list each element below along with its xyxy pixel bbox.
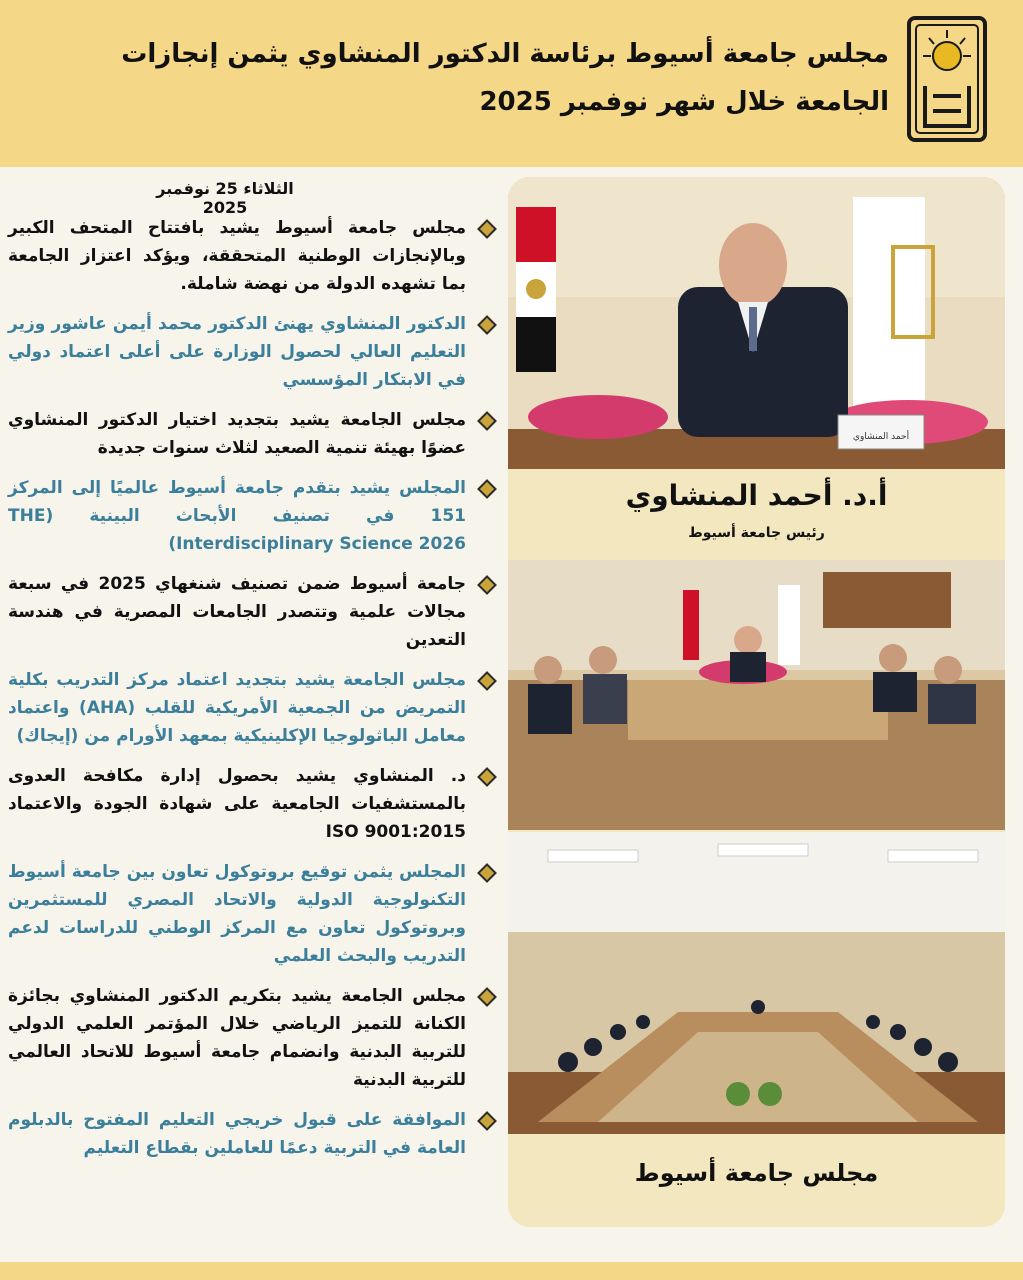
news-list: [8, 214, 498, 1174]
news-item: المجلس يشيد بتقدم جامعة أسيوط عالميًا إلى المركز 151 في تصنيف الأبحاث البينية (THE Interdisciplinary Science 2026): [8, 474, 498, 558]
news-item: د. المنشاوي يشيد بحصول إدارة مكافحة العدوى بالمستشفيات الجامعية على شهادة الجودة والاعتماد ISO 9001:2015: [8, 762, 498, 846]
council-meeting-photo: [508, 560, 1005, 830]
photo-panel: [508, 177, 1005, 1227]
president-role: رئيس جامعة أسيوط: [688, 525, 825, 541]
publish-date: الثلاثاء 25 نوفمبر 2025: [156, 179, 294, 217]
council-hall-photo: [508, 832, 1005, 1134]
news-item: جامعة أسيوط ضمن تصنيف شنغهاي 2025 في سبعة مجالات علمية وتتصدر الجامعات المصرية في هندسة التعدين: [8, 570, 498, 654]
news-item: مجلس الجامعة يشيد بتجديد اختيار الدكتور المنشاوي عضوًا بهيئة تنمية الصعيد لثلاث سنوات جديدة: [8, 406, 498, 462]
president-name: أ.د. أحمد المنشاوي: [625, 479, 888, 512]
president-photo-illustration: [508, 177, 1005, 469]
news-item: الموافقة على قبول خريجي التعليم المفتوح بالدبلوم العامة في التربية دعمًا للعاملين بقطاع التعليم: [8, 1106, 498, 1162]
footer-bar: [0, 1262, 1023, 1280]
president-photo: [508, 177, 1005, 469]
nameplate-text: أحمد المنشاوي: [852, 432, 910, 442]
news-item: مجلس الجامعة يشيد بتكريم الدكتور المنشاوي بجائزة الكنانة للتميز الرياضي خلال المؤتمر العلمي الدولي للتربية البدنية وانضمام جامعة أسيوط للاتحاد العالمي للتربية البدنية: [8, 982, 498, 1094]
page-title: مجلس جامعة أسيوط برئاسة الدكتور المنشاوي يثمن إنجازات الجامعة خلال شهر نوفمبر 2025: [121, 39, 889, 117]
news-item: مجلس جامعة أسيوط يشيد بافتتاح المتحف الكبير وبالإنجازات الوطنية المتحققة، ويؤكد اعتزاز الجامعة بما تشهده الدولة من نهضة شاملة.: [8, 214, 498, 298]
council-meeting-photo-illustration: [508, 560, 1005, 830]
header-banner: [0, 0, 1023, 167]
news-item: المجلس يثمن توقيع بروتوكول تعاون بين جامعة أسيوط التكنولوجية الدولية والاتحاد المصري للمستثمرين وبروتوكول تعاون مع المركز الوطني للدراسات لدعم التدريب والبحث العلمي: [8, 858, 498, 970]
news-item: الدكتور المنشاوي يهنئ الدكتور محمد أيمن عاشور وزير التعليم العالي لحصول الوزارة على أعلى اعتماد دولي في الابتكار المؤسسي: [8, 310, 498, 394]
council-caption: مجلس جامعة أسيوط: [634, 1159, 879, 1187]
university-logo-icon: [907, 16, 987, 142]
news-item: مجلس الجامعة يشيد بتجديد اعتماد مركز التدريب بكلية التمريض من الجمعية الأمريكية للقلب (AHA) واعتماد معامل الباثولوجيا الإكلينيكية بمعهد الأورام من (إيجاك): [8, 666, 498, 750]
council-hall-photo-illustration: [508, 832, 1005, 1134]
